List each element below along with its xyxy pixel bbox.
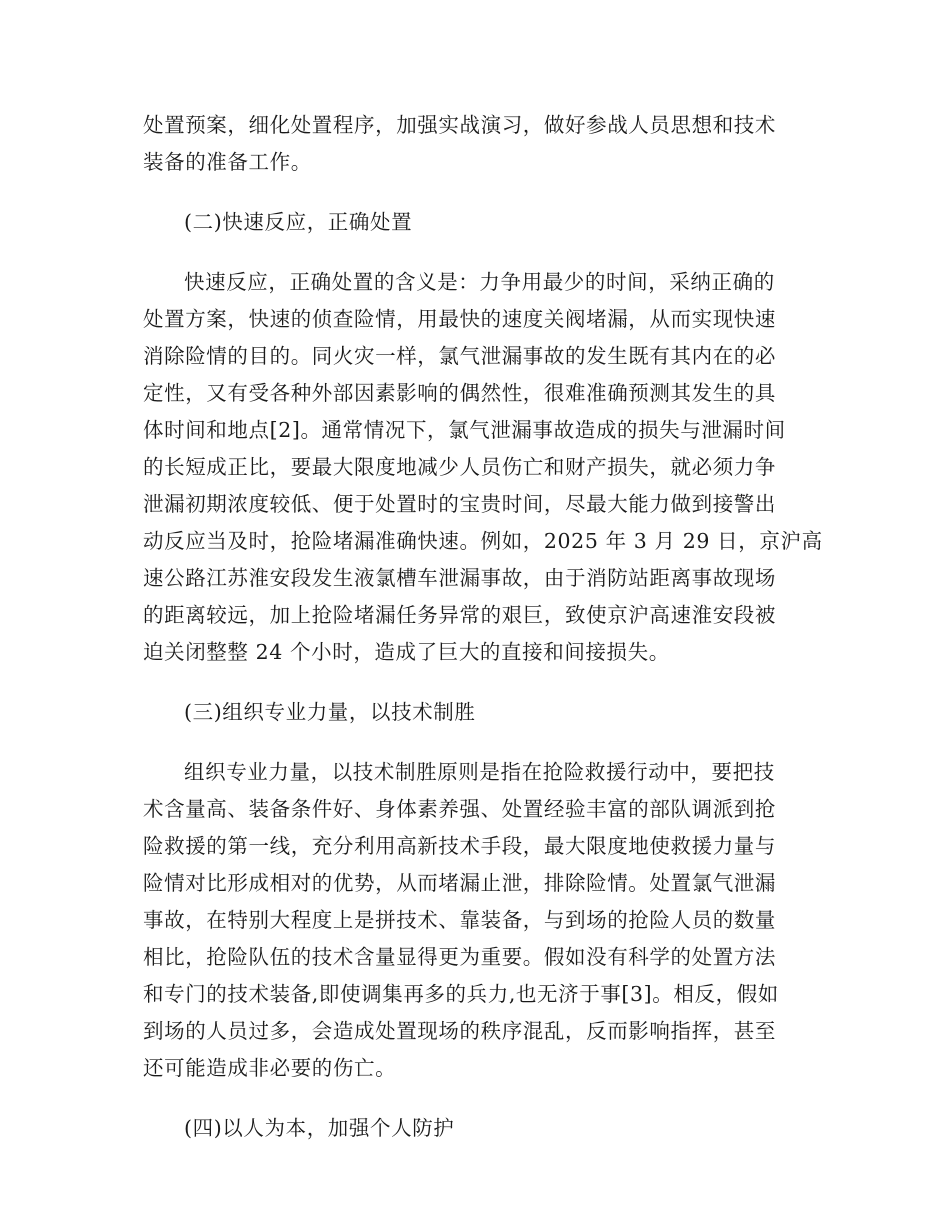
text-line: 事故，在特别大程度上是拼技术、靠装备，与到场的抢险人员的数量: [143, 908, 776, 932]
paragraph-technical-force: [143, 754, 813, 1087]
text-line: 处置预案，细化处置程序，加强实战演习，做好参战人员思想和技术: [143, 113, 776, 137]
text-line: 装备的准备工作。: [143, 150, 312, 174]
text-line: 消除险情的目的。同火灾一样，氯气泄漏事故的发生既有其内在的必: [143, 344, 776, 368]
text-line: 快速反应，正确处置的含义是：力争用最少的时间，采纳正确的: [184, 270, 775, 294]
heading-line: (三)组织专业力量，以技术制胜: [184, 700, 476, 724]
text-line: 处置方案，快速的侦查险情，用最快的速度关阀堵漏，从而实现快速: [143, 307, 776, 331]
text-line: 组织专业力量，以技术制胜原则是指在抢险救援行动中，要把技: [184, 760, 775, 784]
text-line: 险情对比形成相对的优势，从而堵漏止泄，排除险情。处置氯气泄漏: [143, 871, 776, 895]
text-line: 到场的人员过多，会造成处置现场的秩序混乱，反而影响指挥，甚至: [143, 1019, 776, 1043]
document-body: [143, 107, 823, 1147]
heading-line: (二)快速反应，正确处置: [184, 210, 413, 234]
text-line: 还可能造成非必要的伤亡。: [143, 1056, 397, 1080]
text-line: 和专门的技术装备,即使调集再多的兵力,也无济于事[3]。相反，假如: [143, 982, 779, 1006]
section-heading-2: [143, 204, 813, 241]
text-line: 险救援的第一线，充分利用高新技术手段，最大限度地使救援力量与: [143, 834, 776, 858]
text-line: 术含量高、装备条件好、身体素养强、处置经验丰富的部队调派到抢: [143, 797, 776, 821]
paragraph-intro: [143, 107, 813, 181]
text-line: 相比，抢险队伍的技术含量显得更为重要。假如没有科学的处置方法: [143, 945, 776, 969]
text-line: 的长短成正比，要最大限度地减少人员伤亡和财产损失，就必须力争: [143, 455, 776, 479]
text-line: 迫关闭整整 24 个小时，造成了巨大的直接和间接损失。: [143, 640, 670, 664]
text-line: 泄漏初期浓度较低、便于处置时的宝贵时间，尽最大能力做到接警出: [143, 492, 776, 516]
text-line: 定性，又有受各种外部因素影响的偶然性，很难准确预测其发生的具: [143, 381, 776, 405]
text-line: 速公路江苏淮安段发生液氯槽车泄漏事故，由于消防站距离事故现场: [143, 566, 776, 590]
section-heading-3: [143, 694, 813, 731]
section-heading-4: [143, 1110, 813, 1147]
heading-line: (四)以人为本，加强个人防护: [184, 1116, 455, 1140]
paragraph-rapid-response: [143, 264, 823, 671]
text-line: 体时间和地点[2]。通常情况下，氯气泄漏事故造成的损失与泄漏时间: [143, 418, 786, 442]
text-line: 动反应当及时，抢险堵漏准确快速。例如，2025 年 3 月 29 日，京沪高: [143, 529, 823, 553]
text-line: 的距离较远，加上抢险堵漏任务异常的艰巨，致使京沪高速淮安段被: [143, 603, 776, 627]
